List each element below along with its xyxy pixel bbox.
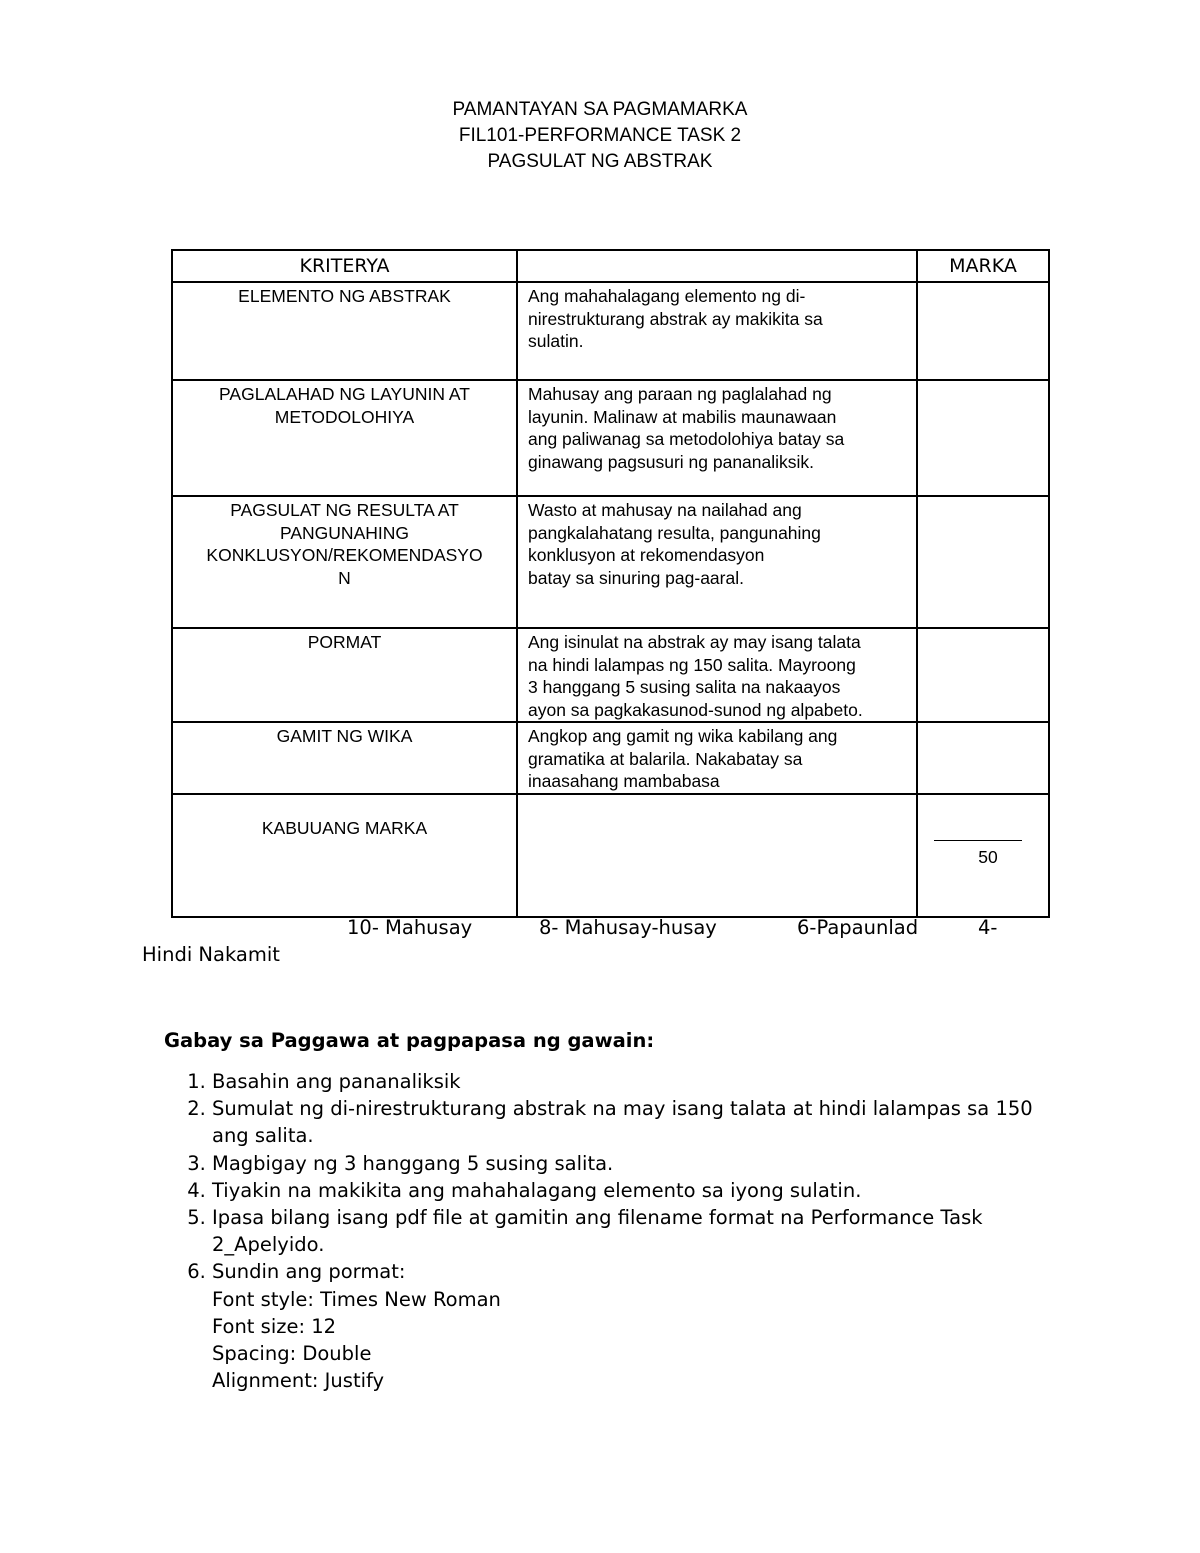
description-line: ang paliwanag sa metodolohiya batay sa [528,429,845,449]
list-item: 1. Basahin ang pananaliksik [212,1068,1064,1095]
score-cell [917,496,1049,628]
criteria-line: PANGUNAHING [280,522,409,543]
guidelines-list [164,1068,1064,1394]
criteria-line: PAGSULAT NG RESULTA AT [230,500,459,520]
scale-item-4-label: Hindi Nakamit [142,943,280,966]
list-item: 3. Magbigay ng 3 hanggang 5 susing salita. [212,1150,1064,1177]
guidelines-heading: Gabay sa Paggawa at pagpapasa ng gawain: [164,1029,655,1052]
list-item: 5. Ipasa bilang isang pdf file at gamitin ang filename format na Performance Task 2_Apelyido. [212,1204,1064,1258]
total-label: KABUUANG MARKA [172,794,517,917]
description-line: Angkop ang gamit ng wika kabilang ang [528,726,838,746]
scale-item-6: 6-Papaunlad [797,916,919,939]
rubric-header-row [172,250,1049,282]
criteria-line: KONKLUSYON/REKOMENDASYO [206,545,483,565]
rubric-row [172,380,1049,496]
description-cell [517,628,917,722]
format-font-size: Font size: 12 [212,1314,337,1338]
criteria-cell [172,496,517,628]
scale-item-4: 4- [978,916,998,939]
description-line: konklusyon at rekomendasyon [528,545,765,565]
rubric-row [172,282,1049,380]
total-score-cell [917,794,1049,917]
rubric-row [172,628,1049,722]
rubric-row [172,722,1049,794]
description-cell [517,722,917,794]
document-title-block [0,97,1200,175]
description-cell [517,496,917,628]
rubric-total-row [172,794,1049,917]
title-line-3: PAGSULAT NG ABSTRAK [487,151,713,172]
description-line: pangkalahatang resulta, pangunahing [528,522,821,543]
description-line: gramatika at balarila. Nakabatay sa [528,748,803,769]
criteria-line: METODOLOHIYA [274,406,415,427]
criteria-cell: GAMIT NG WIKA [172,722,517,794]
description-line: batay sa sinuring pag-aaral. [528,567,744,588]
total-description-cell [517,794,917,917]
criteria-cell: PORMAT [172,628,517,722]
rubric-row [172,496,1049,628]
header-score: MARKA [917,250,1049,282]
scale-item-8: 8- Mahusay-husay [539,916,717,939]
description-line: Mahusay ang paraan ng paglalahad ng [528,384,832,404]
list-item: 4. Tiyakin na makikita ang mahahalagang elemento sa iyong sulatin. [212,1177,1064,1204]
total-max-score: 50 [978,846,998,867]
header-description [517,250,917,282]
criteria-line: PAGLALAHAD NG LAYUNIN AT [219,384,470,404]
format-font-style: Font style: Times New Roman [212,1287,501,1311]
description-line: Wasto at mahusay na nailahad ang [528,500,802,520]
description-line: 3 hanggang 5 susing salita na nakaayos [528,677,841,697]
criteria-line: N [338,567,351,588]
title-line-1: PAMANTAYAN SA PAGMAMARKA [452,99,748,120]
score-cell [917,722,1049,794]
scale-item-10: 10- Mahusay [347,916,473,939]
description-cell [517,282,917,380]
list-item [212,1258,1064,1394]
score-cell [917,380,1049,496]
score-cell [917,628,1049,722]
title-line-2: FIL101-PERFORMANCE TASK 2 [458,125,742,146]
description-line: nirestrukturang abstrak ay makikita sa [528,308,823,329]
header-criteria: KRITERYA [172,250,517,282]
list-item: 2. Sumulat ng di-nirestrukturang abstrak na may isang talata at hindi lalampas sa 150 ang salita. [212,1095,1064,1149]
format-alignment: Alignment: Justify [212,1369,385,1393]
description-line: ayon sa pagkakasunod-sunod ng alpabeto. [528,699,863,720]
criteria-cell: ELEMENTO NG ABSTRAK [172,282,517,380]
score-blank-line [934,840,1022,841]
guidelines-section [164,1027,1064,1394]
description-line: inaasahang mambabasa [528,771,720,791]
description-line: na hindi lalampas ng 150 salita. Mayroong [528,654,856,675]
description-line: ginawang pagsusuri ng pananaliksik. [528,451,815,472]
rubric-table [171,249,1050,918]
description-line: Ang isinulat na abstrak ay may isang talata [528,632,861,652]
score-cell [917,282,1049,380]
description-cell [517,380,917,496]
format-spacing: Spacing: Double [212,1342,372,1366]
format-intro: 6. Sundin ang pormat: [212,1260,406,1284]
criteria-cell [172,380,517,496]
description-line: Ang mahahalagang elemento ng di- [528,286,806,306]
description-line: sulatin. [528,331,584,351]
description-line: layunin. Malinaw at mabilis maunawaan [528,406,837,427]
